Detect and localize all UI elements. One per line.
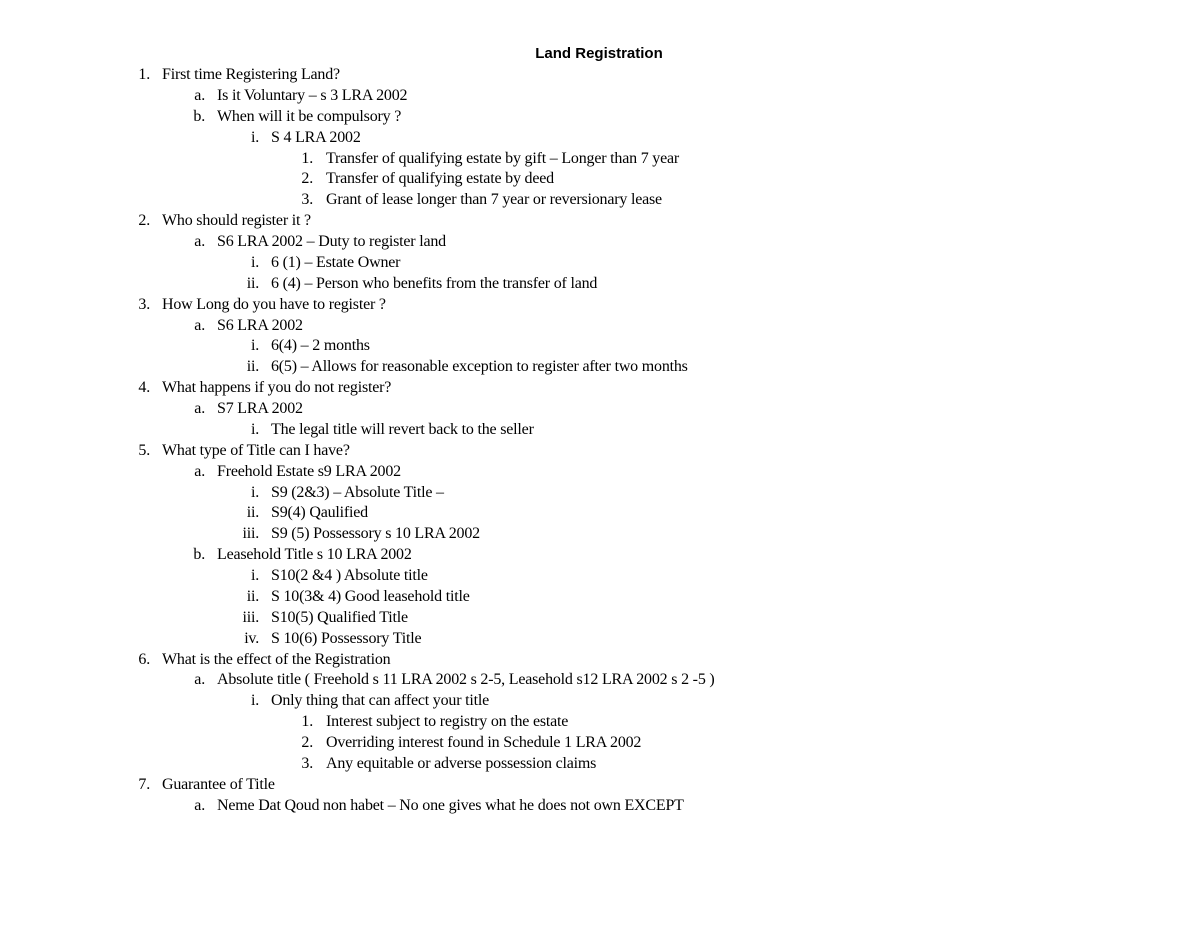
outline-item-level-3 <box>0 586 1200 607</box>
list-item-text: S7 LRA 2002 <box>217 400 303 417</box>
list-marker: a. <box>194 316 205 334</box>
outline-item-level-2 <box>0 461 1200 482</box>
list-item-text: First time Registering Land? <box>162 66 340 83</box>
list-marker: 3. <box>301 191 313 209</box>
list-marker: 7. <box>138 775 150 793</box>
list-marker: i. <box>250 128 259 146</box>
outline-item-level-3 <box>0 419 1200 440</box>
list-item-text: Neme Dat Qoud non habet – No one gives what he does not own EXCEPT <box>217 796 684 814</box>
outline-item-level-3 <box>0 607 1200 628</box>
outline-item-level-3 <box>0 127 1200 148</box>
outline-item-level-1 <box>0 649 1200 670</box>
list-item-text: Only thing that can affect your title <box>271 692 490 710</box>
list-item-text: S10(5) Qualified Title <box>271 608 408 626</box>
list-marker: a. <box>194 796 205 814</box>
list-item-text: Any equitable or adverse possession claims <box>326 754 597 772</box>
list-item-text: Overriding interest found in Schedule 1 LRA 2002 <box>326 734 642 751</box>
outline-item-level-2 <box>0 231 1200 252</box>
list-marker: iii. <box>242 525 259 543</box>
outline-item-level-4 <box>0 148 1200 169</box>
list-item-text: Leasehold Title s 10 LRA 2002 <box>217 546 412 564</box>
list-item-text: The legal title will revert back to the seller <box>271 420 534 438</box>
outline-list <box>0 64 1200 816</box>
list-marker: 4. <box>138 379 150 397</box>
list-item-text: What is the effect of the Registration <box>162 650 391 668</box>
list-item-text: 6 (1) – Estate Owner <box>271 253 401 271</box>
outline-item-level-1 <box>0 377 1200 398</box>
outline-item-level-2 <box>0 85 1200 106</box>
outline-item-level-4 <box>0 189 1200 210</box>
outline-item-level-1 <box>0 64 1200 85</box>
list-item-text: S9 (2&3) – Absolute Title – <box>271 483 444 501</box>
list-marker: i. <box>250 337 259 355</box>
list-item-text: S6 LRA 2002 <box>217 316 303 334</box>
outline-item-level-3 <box>0 628 1200 649</box>
list-item-text: What happens if you do not register? <box>162 379 392 397</box>
list-item-text: Freehold Estate s9 LRA 2002 <box>217 462 401 480</box>
outline-item-level-1 <box>0 440 1200 461</box>
list-marker: a. <box>194 233 205 250</box>
list-marker: iii. <box>242 608 259 626</box>
outline-item-level-1 <box>0 774 1200 795</box>
list-item-text: S6 LRA 2002 – Duty to register land <box>217 233 446 250</box>
list-marker: 2. <box>301 734 313 751</box>
list-marker: i. <box>250 483 259 501</box>
list-item-text: How Long do you have to register ? <box>162 295 386 313</box>
document-title: Land Registration <box>535 45 663 62</box>
outline-item-level-2 <box>0 544 1200 565</box>
list-marker: a. <box>194 86 205 104</box>
list-item-text: S9(4) Qaulified <box>271 504 368 522</box>
list-item-text: 6(4) – 2 months <box>271 337 370 355</box>
list-marker: b. <box>193 546 205 564</box>
outline-item-level-3 <box>0 335 1200 356</box>
outline-item-level-4 <box>0 168 1200 189</box>
list-item-text: Is it Voluntary – s 3 LRA 2002 <box>217 86 408 104</box>
list-item-text: Guarantee of Title <box>162 775 275 793</box>
list-item-text: Absolute title ( Freehold s 11 LRA 2002 s 2-5, Leasehold s12 LRA 2002 s 2 -5 ) <box>217 671 715 689</box>
outline-item-level-3 <box>0 565 1200 586</box>
list-item-text: S 10(6) Possessory Title <box>271 629 422 647</box>
list-marker: 3. <box>138 295 150 313</box>
outline-item-level-2 <box>0 315 1200 336</box>
list-item-text: 6(5) – Allows for reasonable exception to register after two months <box>271 358 688 376</box>
list-marker: ii. <box>246 358 259 376</box>
outline-item-level-4 <box>0 753 1200 774</box>
list-marker: 2. <box>138 212 150 230</box>
outline-item-level-3 <box>0 523 1200 544</box>
list-item-text: S10(2 &4 ) Absolute title <box>271 567 428 584</box>
list-marker: 6. <box>138 650 150 668</box>
outline-item-level-2 <box>0 106 1200 127</box>
list-marker: a. <box>194 462 205 480</box>
list-item-text: Interest subject to registry on the estate <box>326 713 569 731</box>
outline-item-level-3 <box>0 252 1200 273</box>
list-marker: b. <box>193 107 205 125</box>
list-marker: a. <box>194 671 205 689</box>
list-item-text: Who should register it ? <box>162 212 311 230</box>
list-item-text: What type of Title can I have? <box>162 441 350 459</box>
list-marker: iv. <box>244 629 259 647</box>
list-marker: 1. <box>301 713 313 731</box>
list-item-text: S 4 LRA 2002 <box>271 128 361 146</box>
list-item-text: When will it be compulsory ? <box>217 107 402 125</box>
list-item-text: Transfer of qualifying estate by deed <box>326 170 554 188</box>
outline-item-level-2 <box>0 669 1200 690</box>
outline-item-level-2 <box>0 398 1200 419</box>
list-marker: i. <box>250 567 259 584</box>
list-item-text: Grant of lease longer than 7 year or reversionary lease <box>326 191 662 209</box>
outline-item-level-2 <box>0 795 1200 816</box>
outline-item-level-3 <box>0 690 1200 711</box>
list-marker: 2. <box>301 170 313 188</box>
outline-item-level-3 <box>0 502 1200 523</box>
outline-item-level-3 <box>0 273 1200 294</box>
list-marker: ii. <box>246 274 259 292</box>
outline-item-level-1 <box>0 294 1200 315</box>
list-marker: a. <box>194 400 205 417</box>
list-item-text: S 10(3& 4) Good leasehold title <box>271 587 470 605</box>
outline-item-level-4 <box>0 711 1200 732</box>
list-marker: i. <box>250 692 259 710</box>
outline-item-level-3 <box>0 482 1200 503</box>
list-marker: ii. <box>246 504 259 522</box>
list-marker: 5. <box>138 441 150 459</box>
list-marker: 3. <box>301 754 313 772</box>
outline-item-level-4 <box>0 732 1200 753</box>
list-marker: i. <box>250 420 259 438</box>
list-item-text: S9 (5) Possessory s 10 LRA 2002 <box>271 525 480 543</box>
list-marker: i. <box>250 253 259 271</box>
list-item-text: 6 (4) – Person who benefits from the transfer of land <box>271 274 598 292</box>
list-marker: ii. <box>246 587 259 605</box>
list-marker: 1. <box>138 66 150 83</box>
outline-item-level-1 <box>0 210 1200 231</box>
outline-item-level-3 <box>0 356 1200 377</box>
list-marker: 1. <box>301 149 313 167</box>
list-item-text: Transfer of qualifying estate by gift – Longer than 7 year <box>326 149 680 167</box>
